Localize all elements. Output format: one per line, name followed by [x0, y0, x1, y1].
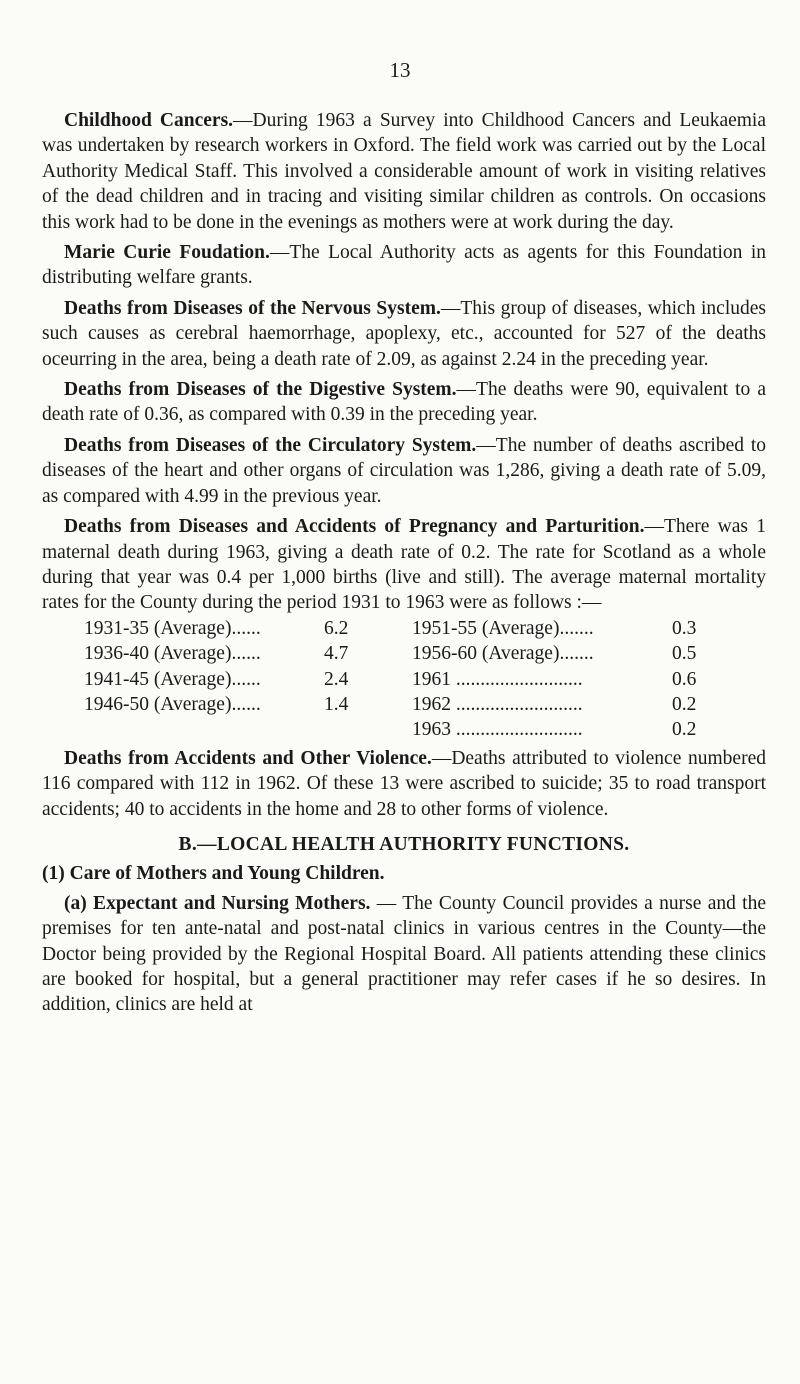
rate-period: 1963 .......................... — [412, 719, 583, 741]
paragraph-pregnancy — [42, 514, 766, 616]
paragraph-text: —There was 1 maternal death during 1963, giving a death rate of 0.2. The rate for Scotland as a whole during that year was 0.4 per 1,000 births (live and still). The average maternal mortality rates for the County during the period 1931 to 1963 were as follows :— — [42, 516, 767, 614]
paragraph-text: —The number of deaths ascribed to diseases of the heart and other organs of circulation was 1,286, giving a death rate of 5.09, as compared with 4.99 in the previous year. — [42, 434, 766, 507]
paragraph-circulatory-system — [42, 433, 766, 509]
rate-period — [84, 717, 324, 742]
paragraph-nervous-system — [42, 296, 766, 372]
paragraph-violence — [42, 746, 766, 822]
paragraph-heading: Childhood Cancers. — [64, 110, 234, 131]
paragraph-marie-curie — [42, 240, 766, 291]
rate-period: 1951-55 (Average)....... — [412, 617, 594, 639]
document-body — [42, 108, 766, 1023]
paragraph-heading: Deaths from Accidents and Other Violence. — [64, 747, 432, 769]
rate-value: 0.3 — [672, 617, 697, 639]
paragraph-text: —The deaths were 90, equivalent to a death rate of 0.36, as compared with 0.39 in the preceding year. — [42, 379, 766, 426]
paragraph-heading: Deaths from Diseases of the Nervous System. — [64, 297, 441, 319]
paragraph-digestive-system — [42, 377, 766, 428]
subsection-heading: (1) Care of Mothers and Young Children. — [42, 863, 385, 885]
rate-period: 1956-60 (Average)....... — [412, 643, 594, 665]
paragraph-heading: Deaths from Diseases of the Circulatory System. — [64, 434, 477, 456]
rate-value: 4.7 — [324, 643, 349, 665]
paragraph-text: —Deaths attributed to violence numbered 116 compared with 112 in 1962. Of these 13 were ascribed to suicide; 35 to road transport accidents; 40 to accidents in the home and 28 to other forms of violence. — [42, 747, 766, 820]
rate-period: 1936-40 (Average)...... — [84, 643, 261, 665]
paragraph-heading: Deaths from Diseases of the Digestive System. — [64, 379, 457, 401]
maternal-mortality-table — [84, 616, 766, 743]
paragraph-text: —This group of diseases, which includes such causes as cerebral haemorrhage, apoplexy, etc., accounted for 527 of the deaths oceurring in the area, being a death rate of 2.09, as against 2.24 in the preceding year. — [42, 297, 766, 370]
rate-value: 6.2 — [324, 617, 349, 639]
paragraph-childhood-cancers — [42, 108, 766, 235]
rate-period: 1941-45 (Average)...... — [84, 668, 261, 690]
page-number: 13 — [389, 58, 411, 82]
rate-period: 1962 .......................... — [412, 693, 583, 715]
paragraph-heading: (a) Expectant and Nursing Mothers. — [64, 892, 371, 914]
rate-value: 0.2 — [672, 693, 697, 715]
section-heading: B.—LOCAL HEALTH AUTHORITY FUNCTIONS. — [178, 833, 630, 855]
rate-period: 1931-35 (Average)...... — [84, 617, 261, 639]
paragraph-expectant-mothers — [42, 891, 766, 1018]
rate-period: 1961 .......................... — [412, 668, 583, 690]
rate-value: 0.2 — [672, 719, 697, 741]
rate-value: 2.4 — [324, 668, 349, 690]
paragraph-heading: Marie Curie Foudation. — [64, 242, 270, 264]
rate-value — [324, 717, 412, 742]
paragraph-heading: Deaths from Diseases and Accidents of Pregnancy and Parturition. — [64, 516, 645, 538]
rate-value: 0.6 — [672, 668, 697, 690]
rate-value: 0.5 — [672, 643, 697, 665]
paragraph-text: —During 1963 a Survey into Childhood Cancers and Leukaemia was undertaken by research workers in Oxford. The field work was carried out by the Local Authority Medical Staff. This involved a considerable amount of work in visiting relatives of the dead children and in tracing and visiting similar children as controls. On occasions this work had to be done in the evenings as mothers were at work during the day. — [42, 110, 766, 233]
rate-value: 1.4 — [324, 693, 349, 715]
paragraph-text: —The Local Authority acts as agents for this Foundation in distributing welfare grants. — [42, 242, 767, 289]
paragraph-text: — The County Council provides a nurse and the premises for ten ante-natal and post-natal clinics in various centres in the County—the Doctor being provided by the Regional Hospital Board. All patients attending these clinics are booked for hospital, but a general practitioner may refer cases if he so desires. In addition, clinics are held at — [42, 892, 766, 1016]
rate-period: 1946-50 (Average)...... — [84, 693, 261, 715]
